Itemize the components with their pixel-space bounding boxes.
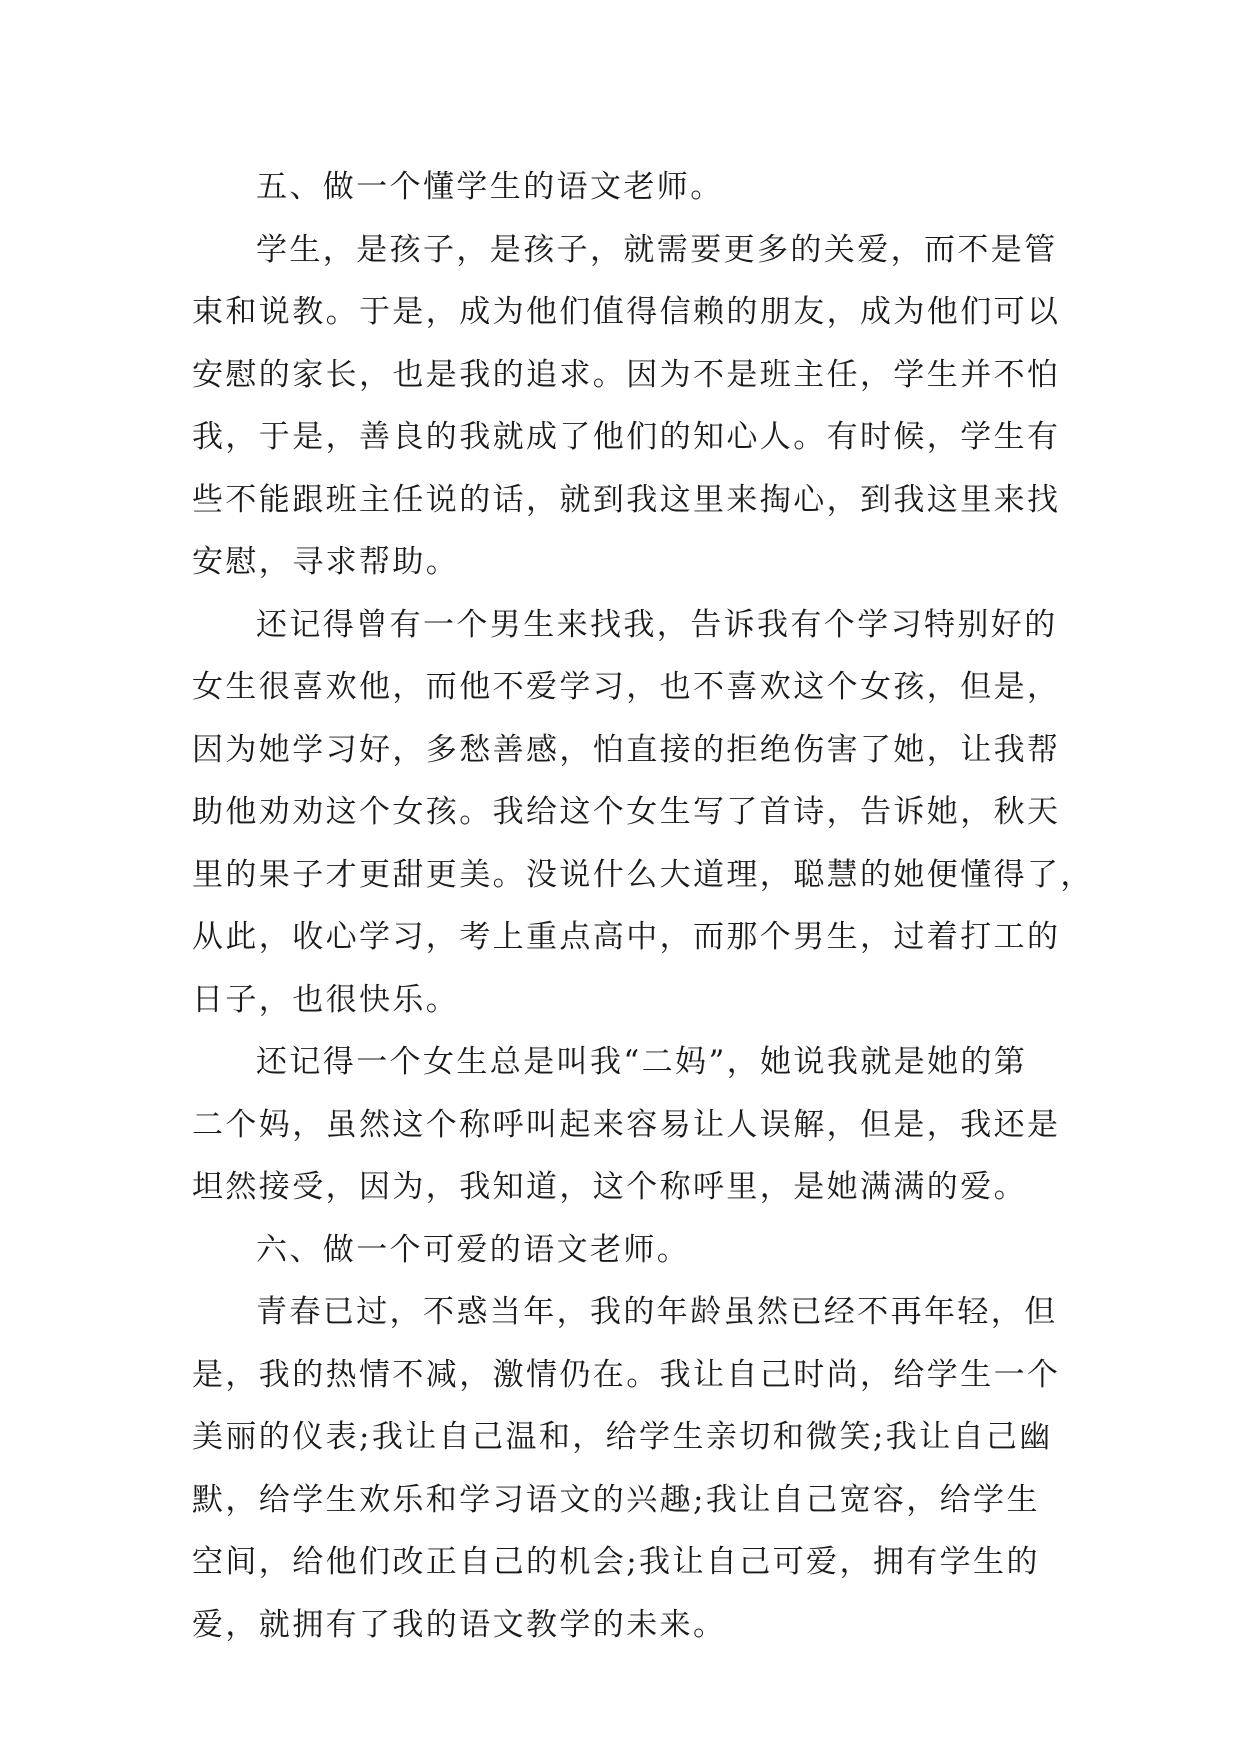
text-line: 女生很喜欢他，而他不爱学习，也不喜欢这个女孩，但是， <box>192 669 1061 705</box>
text-line: 还记得一个女生总是叫我“二妈”，她说我就是她的第 <box>256 1044 1028 1080</box>
document-body <box>192 156 1094 1656</box>
text-line: 日子，也很快乐。 <box>192 981 460 1018</box>
text-line: 学生，是孩子，是孩子，就需要更多的关爱，而不是管 <box>256 231 1058 268</box>
text-line: 五、做一个懂学生的语文老师。 <box>256 169 724 205</box>
text-line: 安慰，寻求帮助。 <box>192 544 460 580</box>
text-line: 空间，给他们改正自己的机会;我让自己可爱，拥有学生的 <box>192 1544 1040 1580</box>
text-line: 六、做一个可爱的语文老师。 <box>256 1231 691 1268</box>
text-line: 束和说教。于是，成为他们值得信赖的朋友，成为他们可以 <box>192 294 1061 330</box>
text-line: 从此，收心学习，考上重点高中，而那个男生，过着打工的 <box>192 919 1061 955</box>
text-line: 我，于是，善良的我就成了他们的知心人。有时候，学生有 <box>192 419 1061 455</box>
text-line: 是，我的热情不减，激情仍在。我让自己时尚，给学生一个 <box>192 1356 1061 1393</box>
text-line: 美丽的仪表;我让自己温和，给学生亲切和微笑;我让自己幽 <box>192 1419 1053 1455</box>
text-line: 青春已过，不惑当年，我的年龄虽然已经不再年轻，但 <box>256 1294 1058 1330</box>
section-heading-5 <box>192 156 1052 219</box>
text-line: 默，给学生欢乐和学习语文的兴趣;我让自己宽容，给学生 <box>192 1481 1040 1518</box>
paragraph-care <box>192 219 1061 594</box>
text-line: 助他劝劝这个女孩。我给这个女生写了首诗，告诉她，秋天 <box>192 794 1061 830</box>
paragraph-lovely-teacher <box>192 1281 1061 1656</box>
paragraph-second-mom <box>192 1031 1061 1219</box>
text-line: 二个妈，虽然这个称呼叫起来容易让人误解，但是，我还是 <box>192 1106 1061 1143</box>
text-line: 些不能跟班主任说的话，就到我这里来掏心，到我这里来找 <box>192 481 1061 518</box>
section-heading-6 <box>192 1219 1052 1282</box>
text-line: 爱，就拥有了我的语文教学的未来。 <box>192 1606 727 1643</box>
text-line: 因为她学习好，多愁善感，怕直接的拒绝伤害了她，让我帮 <box>192 731 1061 768</box>
text-line: 坦然接受，因为，我知道，这个称呼里，是她满满的爱。 <box>192 1169 1027 1205</box>
text-line: 还记得曾有一个男生来找我，告诉我有个学习特别好的 <box>256 606 1058 643</box>
text-line: 安慰的家长，也是我的追求。因为不是班主任，学生并不怕 <box>192 356 1061 393</box>
paragraph-boy-story <box>192 594 1094 1032</box>
text-line: 里的果子才更甜更美。没说什么大道理，聪慧的她便懂得了， <box>192 856 1094 893</box>
